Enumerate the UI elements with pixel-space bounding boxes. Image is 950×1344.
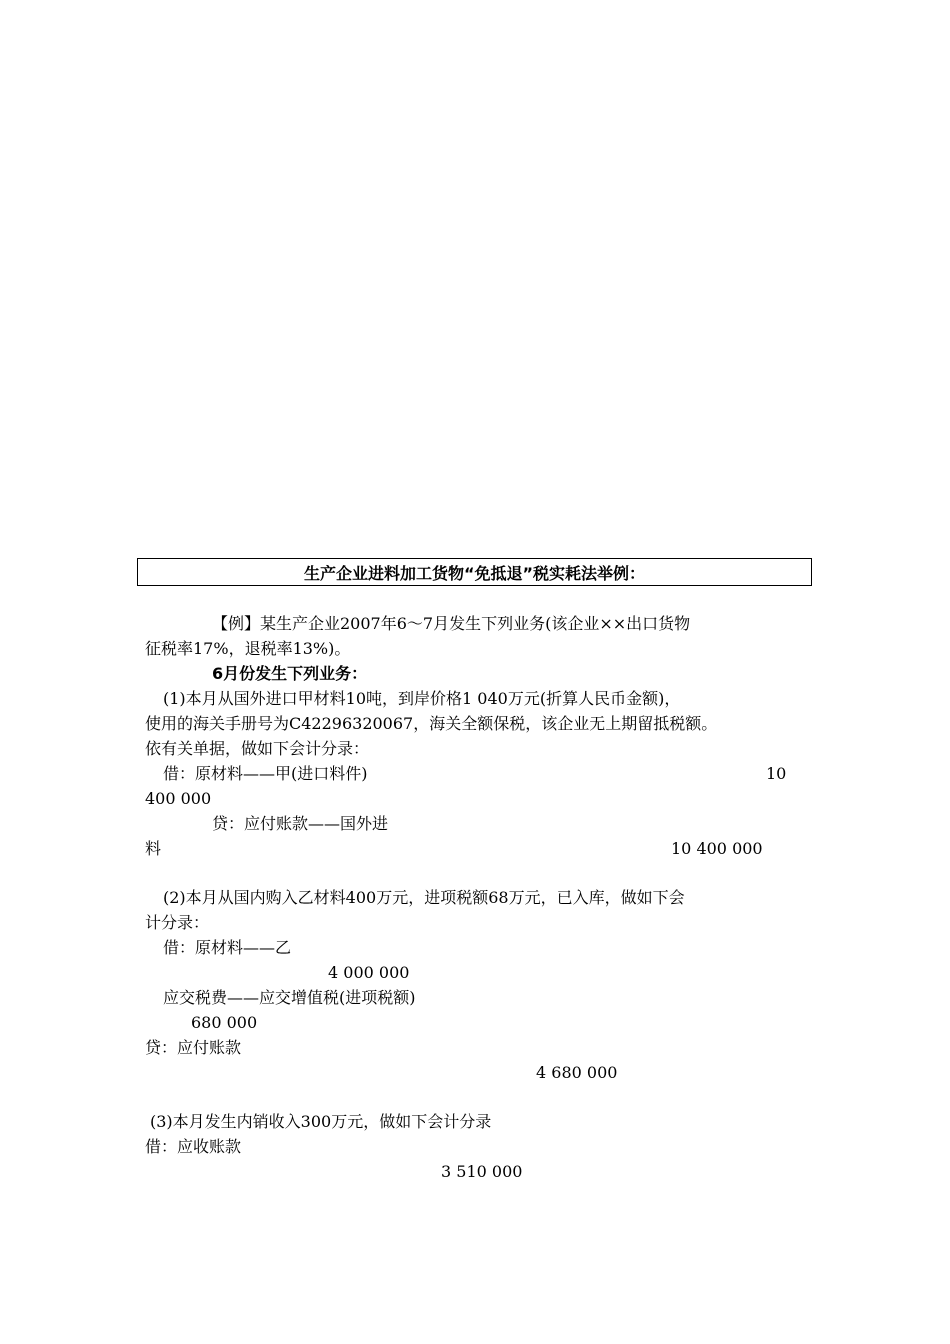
item1-credit-label-cont: 料 <box>145 839 162 858</box>
item1-credit-label: 贷：应付账款——国外进 <box>212 814 389 833</box>
item1-line1: (1)本月从国外进口甲材料10吨，到岸价格1 040万元(折算人民币金额)， <box>163 689 681 708</box>
item1-credit-amount: 10 400 000 <box>671 839 763 858</box>
june-heading: 6月份发生下列业务： <box>212 664 368 683</box>
item1-debit-amount-part1: 10 <box>766 764 787 783</box>
item2-debit-label: 借：原材料——乙 <box>163 938 292 957</box>
item1-debit-amount-part2: 400 000 <box>145 789 212 808</box>
item3-debit-amount: 3 510 000 <box>441 1162 523 1181</box>
item1-debit-label: 借：原材料——甲(进口料件) <box>163 764 368 783</box>
item2-credit-amount: 4 680 000 <box>536 1063 618 1082</box>
item3-debit-label: 借：应收账款 <box>145 1137 242 1156</box>
item2-credit-label: 贷：应付账款 <box>145 1038 242 1057</box>
item2-tax-label: 应交税费——应交增值税(进项税额) <box>163 988 416 1007</box>
item2-debit-amount: 4 000 000 <box>328 963 410 982</box>
example-intro-line1: 【例】某生产企业2007年6～7月发生下列业务(该企业××出口货物 <box>212 614 691 633</box>
item2-line1: (2)本月从国内购入乙材料400万元，进项税额68万元，已入库，做如下会 <box>163 888 685 907</box>
item1-line3: 依有关单据，做如下会计分录： <box>145 739 370 758</box>
document-title: 生产企业进料加工货物“免抵退”税实耗法举例： <box>137 558 812 586</box>
example-intro-line2: 征税率17%，退税率13%)。 <box>145 639 351 658</box>
item2-tax-amount: 680 000 <box>191 1013 258 1032</box>
item2-line2: 计分录： <box>145 913 210 932</box>
item3-line1: (3)本月发生内销收入300万元，做如下会计分录 <box>150 1112 492 1131</box>
item1-line2: 使用的海关手册号为C42296320067，海关全额保税，该企业无上期留抵税额。 <box>145 714 718 733</box>
